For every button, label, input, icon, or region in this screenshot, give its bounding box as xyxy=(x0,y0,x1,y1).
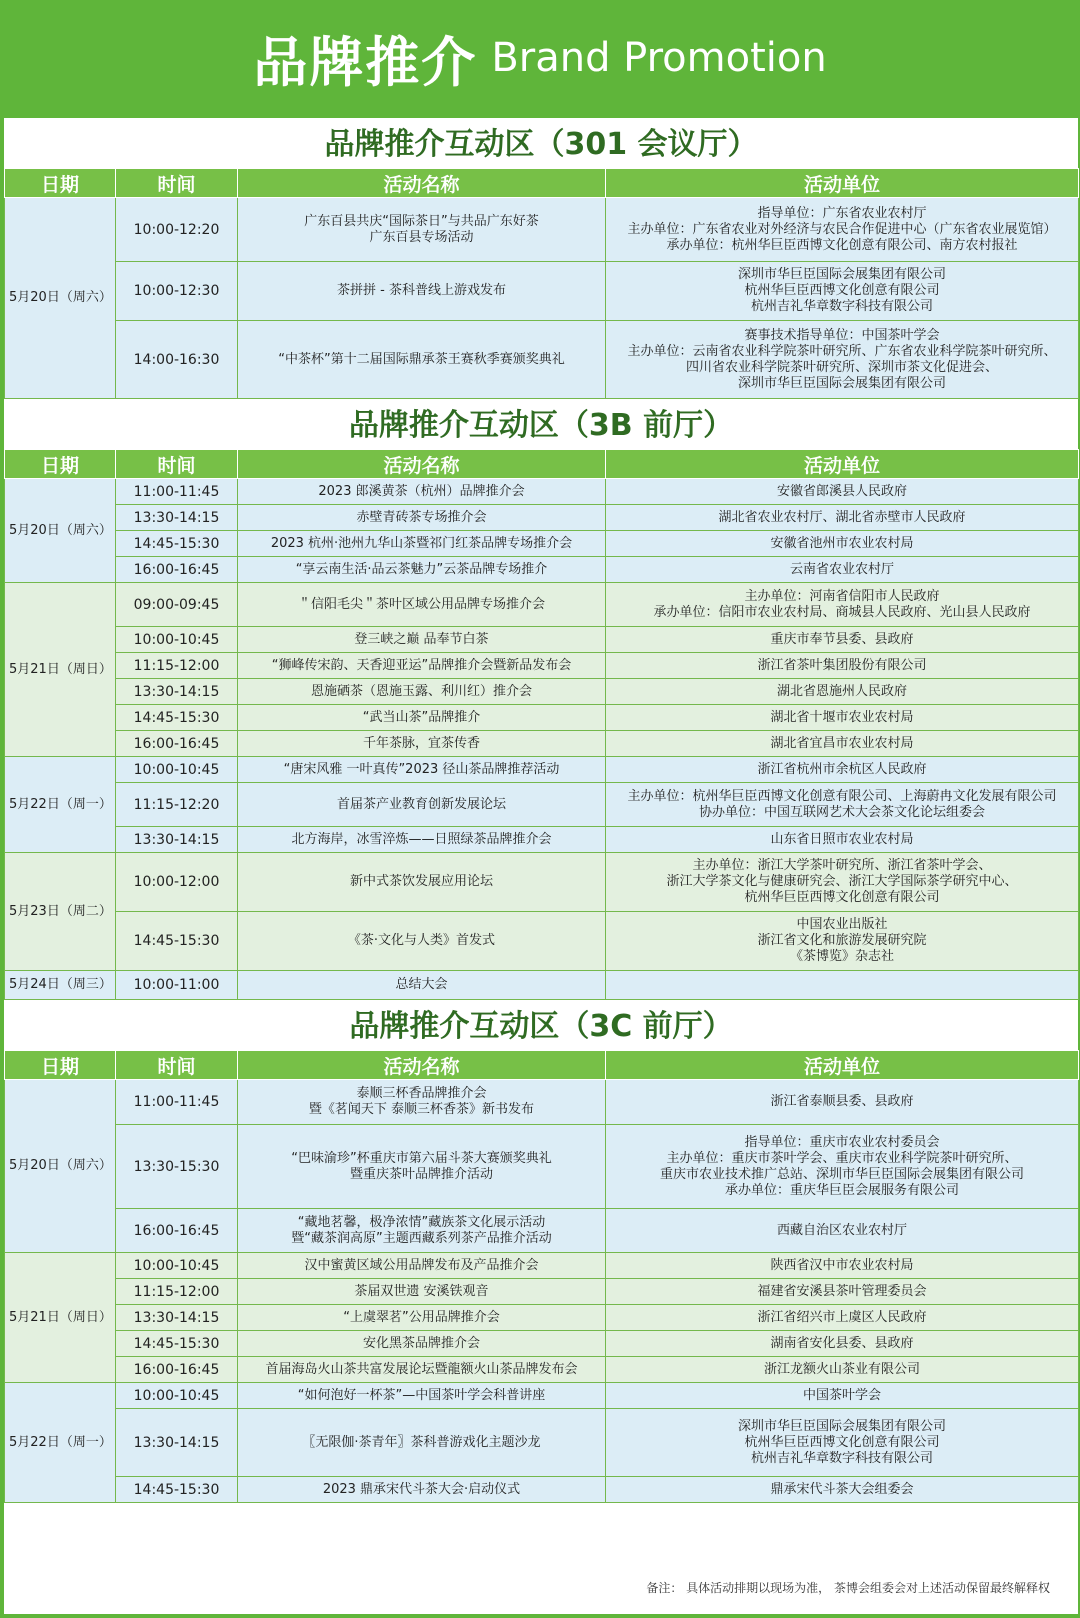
organizer-cell: 湖北省恩施州人民政府 xyxy=(606,679,1079,705)
activity-name-cell: 恩施硒茶（恩施玉露、利川红）推介会 xyxy=(238,679,606,705)
time-cell: 14:45-15:30 xyxy=(116,1477,238,1503)
table-row xyxy=(5,757,1079,783)
activity-name-cell: 首届茶产业教育创新发展论坛 xyxy=(238,783,606,827)
activity-name-cell: 新中式茶饮发展应用论坛 xyxy=(238,853,606,912)
time-cell: 14:00-16:30 xyxy=(116,321,238,399)
date-cell: 5月21日（周日） xyxy=(5,1253,116,1383)
organizer-cell: 湖北省宜昌市农业农村局 xyxy=(606,731,1079,757)
time-cell: 10:00-12:30 xyxy=(116,262,238,321)
organizer-cell: 主办单位：河南省信阳市人民政府 承办单位：信阳市农业农村局、商城县人民政府、光山县人民政府 xyxy=(606,583,1079,627)
table-row xyxy=(5,827,1079,853)
schedule-table xyxy=(4,168,1079,399)
schedule-table xyxy=(4,1050,1079,1503)
activity-name-cell: 泰顺三杯香品牌推介会 暨《茗闻天下 泰顺三杯香茶》新书发布 xyxy=(238,1080,606,1125)
activity-name-cell: 千年茶脉，宜茶传香 xyxy=(238,731,606,757)
activity-name-cell: 2023 郎溪黄茶（杭州）品牌推介会 xyxy=(238,479,606,505)
table-row xyxy=(5,1383,1079,1409)
time-cell: 13:30-14:15 xyxy=(116,1409,238,1477)
column-header: 时间 xyxy=(116,1051,238,1080)
table-row xyxy=(5,853,1079,912)
table-row xyxy=(5,653,1079,679)
table-row xyxy=(5,1305,1079,1331)
column-header: 活动名称 xyxy=(238,1051,606,1080)
organizer-cell: 福建省安溪县茶叶管理委员会 xyxy=(606,1279,1079,1305)
activity-name-cell: 首届海岛火山茶共富发展论坛暨龍额火山茶品牌发布会 xyxy=(238,1357,606,1383)
date-cell: 5月22日（周一） xyxy=(5,1383,116,1503)
activity-name-cell: 赤壁青砖茶专场推介会 xyxy=(238,505,606,531)
date-cell: 5月20日（周六） xyxy=(5,198,116,399)
organizer-cell: 深圳市华巨臣国际会展集团有限公司 杭州华巨臣西博文化创意有限公司 杭州吉礼华章数字科技有限公司 xyxy=(606,262,1079,321)
table-row xyxy=(5,583,1079,627)
organizer-cell: 浙江省绍兴市上虞区人民政府 xyxy=(606,1305,1079,1331)
section-title: 品牌推介互动区（3C 前厅） xyxy=(349,1009,733,1044)
table-row xyxy=(5,1080,1079,1125)
schedule-table xyxy=(4,449,1079,1000)
organizer-cell: 安徽省郎溪县人民政府 xyxy=(606,479,1079,505)
time-cell: 11:15-12:00 xyxy=(116,653,238,679)
table-row xyxy=(5,705,1079,731)
time-cell: 13:30-14:15 xyxy=(116,827,238,853)
activity-name-cell: 茶届双世遗 安溪铁观音 xyxy=(238,1279,606,1305)
organizer-cell: 湖北省十堰市农业农村局 xyxy=(606,705,1079,731)
table-row xyxy=(5,557,1079,583)
time-cell: 10:00-10:45 xyxy=(116,627,238,653)
table-row xyxy=(5,505,1079,531)
time-cell: 14:45-15:30 xyxy=(116,912,238,971)
time-cell: 13:30-15:30 xyxy=(116,1125,238,1209)
activity-name-cell: 广东百县共庆“国际茶日”与共品广东好茶 广东百县专场活动 xyxy=(238,198,606,262)
table-row xyxy=(5,783,1079,827)
footnote: 备注： 具体活动排期以现场为准， 茶博会组委会对上述活动保留最终解释权 xyxy=(646,1581,1050,1595)
activity-name-cell: 总结大会 xyxy=(238,971,606,1000)
table-row xyxy=(5,1209,1079,1253)
column-header: 日期 xyxy=(5,169,116,198)
title-cn: 品牌推介 xyxy=(253,30,478,94)
activity-name-cell: 安化黑茶品牌推介会 xyxy=(238,1331,606,1357)
column-header: 活动单位 xyxy=(606,169,1079,198)
table-row xyxy=(5,1477,1079,1503)
activity-name-cell: “中茶杯”第十二届国际鼎承茶王赛秋季赛颁奖典礼 xyxy=(238,321,606,399)
activity-name-cell: 汉中蜜黄区域公用品牌发布及产品推介会 xyxy=(238,1253,606,1279)
organizer-cell: 中国农业出版社 浙江省文化和旅游发展研究院 《茶博览》杂志社 xyxy=(606,912,1079,971)
activity-name-cell: 茶拼拼 - 茶科普线上游戏发布 xyxy=(238,262,606,321)
organizer-cell: 浙江省杭州市余杭区人民政府 xyxy=(606,757,1079,783)
table-row xyxy=(5,479,1079,505)
activity-name-cell: “唐宋风雅 一叶真传”2023 径山茶品牌推荐活动 xyxy=(238,757,606,783)
organizer-cell xyxy=(606,971,1079,1000)
time-cell: 11:00-11:45 xyxy=(116,479,238,505)
time-cell: 16:00-16:45 xyxy=(116,1209,238,1253)
table-header-row xyxy=(5,450,1079,479)
table-row xyxy=(5,198,1079,262)
time-cell: 13:30-14:15 xyxy=(116,679,238,705)
time-cell: 10:00-10:45 xyxy=(116,1383,238,1409)
activity-name-cell: “巴味渝珍”杯重庆市第六届斗茶大赛颁奖典礼 暨重庆茶叶品牌推介活动 xyxy=(238,1125,606,1209)
time-cell: 16:00-16:45 xyxy=(116,731,238,757)
organizer-cell: 湖北省农业农村厅、湖北省赤壁市人民政府 xyxy=(606,505,1079,531)
organizer-cell: 陕西省汉中市农业农村局 xyxy=(606,1253,1079,1279)
time-cell: 16:00-16:45 xyxy=(116,1357,238,1383)
activity-name-cell: 登三峡之巅 品奉节白茶 xyxy=(238,627,606,653)
column-header: 日期 xyxy=(5,450,116,479)
table-row xyxy=(5,971,1079,1000)
date-cell: 5月24日（周三） xyxy=(5,971,116,1000)
section-title: 品牌推介互动区（3B 前厅） xyxy=(348,408,734,443)
date-cell: 5月20日（周六） xyxy=(5,1080,116,1253)
activity-name-cell: 2023 杭州·池州九华山茶暨祁门红茶品牌专场推介会 xyxy=(238,531,606,557)
organizer-cell: 指导单位：重庆市农业农村委员会 主办单位：重庆市茶叶学会、重庆市农业科学院茶叶研究所、 重庆市农业技术推广总站、深圳市华巨臣国际会展集团有限公司 承办单位：重庆华巨臣会展服务有限公司 xyxy=(606,1125,1079,1209)
organizer-cell: 安徽省池州市农业农村局 xyxy=(606,531,1079,557)
activity-name-cell: 〖无限伽·茶青年〗茶科普游戏化主题沙龙 xyxy=(238,1409,606,1477)
date-cell: 5月21日（周日） xyxy=(5,583,116,757)
organizer-cell: 浙江龙额火山茶业有限公司 xyxy=(606,1357,1079,1383)
time-cell: 10:00-10:45 xyxy=(116,1253,238,1279)
organizer-cell: 浙江省泰顺县委、县政府 xyxy=(606,1080,1079,1125)
organizer-cell: 浙江省茶叶集团股份有限公司 xyxy=(606,653,1079,679)
organizer-cell: 山东省日照市农业农村局 xyxy=(606,827,1079,853)
time-cell: 10:00-11:00 xyxy=(116,971,238,1000)
activity-name-cell: “享云南生活·品云茶魅力”云茶品牌专场推介 xyxy=(238,557,606,583)
schedule-paper xyxy=(4,118,1078,1614)
activity-name-cell: 《茶·文化与人类》首发式 xyxy=(238,912,606,971)
time-cell: 11:00-11:45 xyxy=(116,1080,238,1125)
table-row xyxy=(5,1279,1079,1305)
table-row xyxy=(5,1331,1079,1357)
column-header: 时间 xyxy=(116,169,238,198)
organizer-cell: 主办单位：杭州华巨臣西博文化创意有限公司、上海蔚冉文化发展有限公司 协办单位：中国互联网艺术大会茶文化论坛组委会 xyxy=(606,783,1079,827)
table-row xyxy=(5,1253,1079,1279)
time-cell: 10:00-12:00 xyxy=(116,853,238,912)
organizer-cell: 鼎承宋代斗茶大会组委会 xyxy=(606,1477,1079,1503)
table-row xyxy=(5,679,1079,705)
section-title: 品牌推介互动区（301 会议厅） xyxy=(324,127,758,162)
organizer-cell: 云南省农业农村厅 xyxy=(606,557,1079,583)
organizer-cell: 湖南省安化县委、县政府 xyxy=(606,1331,1079,1357)
date-cell: 5月22日（周一） xyxy=(5,757,116,853)
organizer-cell: 主办单位：浙江大学茶叶研究所、浙江省茶叶学会、 浙江大学茶文化与健康研究会、浙江大学国际茶学研究中心、 杭州华巨臣西博文化创意有限公司 xyxy=(606,853,1079,912)
organizer-cell: 指导单位：广东省农业农村厅 主办单位：广东省农业对外经济与农民合作促进中心（广东省农业展览馆） 承办单位：杭州华巨臣西博文化创意有限公司、南方农村报社 xyxy=(606,198,1079,262)
activity-name-cell: “如何泡好一杯茶”—中国茶叶学会科普讲座 xyxy=(238,1383,606,1409)
organizer-cell: 重庆市奉节县委、县政府 xyxy=(606,627,1079,653)
activity-name-cell: “狮峰传宋韵、天香迎亚运”品牌推介会暨新品发布会 xyxy=(238,653,606,679)
table-header-row xyxy=(5,1051,1079,1080)
activity-name-cell: “藏地茗馨，极净浓情”藏族茶文化展示活动 暨“藏茶润高原”主题西藏系列茶产品推介活动 xyxy=(238,1209,606,1253)
table-header-row xyxy=(5,169,1079,198)
activity-name-cell: “上虞翠茗”公用品牌推介会 xyxy=(238,1305,606,1331)
activity-name-cell: 2023 鼎承宋代斗茶大会·启动仪式 xyxy=(238,1477,606,1503)
column-header: 活动名称 xyxy=(238,450,606,479)
table-row xyxy=(5,531,1079,557)
title-en: Brand Promotion xyxy=(491,35,827,81)
time-cell: 13:30-14:15 xyxy=(116,505,238,531)
table-row xyxy=(5,1125,1079,1209)
table-row xyxy=(5,912,1079,971)
time-cell: 14:45-15:30 xyxy=(116,1331,238,1357)
time-cell: 09:00-09:45 xyxy=(116,583,238,627)
column-header: 活动单位 xyxy=(606,1051,1079,1080)
time-cell: 11:15-12:00 xyxy=(116,1279,238,1305)
time-cell: 13:30-14:15 xyxy=(116,1305,238,1331)
organizer-cell: 西藏自治区农业农村厅 xyxy=(606,1209,1079,1253)
time-cell: 11:15-12:20 xyxy=(116,783,238,827)
organizer-cell: 中国茶叶学会 xyxy=(606,1383,1079,1409)
time-cell: 10:00-10:45 xyxy=(116,757,238,783)
table-row xyxy=(5,627,1079,653)
table-row xyxy=(5,262,1079,321)
column-header: 时间 xyxy=(116,450,238,479)
time-cell: 10:00-12:20 xyxy=(116,198,238,262)
activity-name-cell: 北方海岸，冰雪淬炼——日照绿茶品牌推介会 xyxy=(238,827,606,853)
page-header xyxy=(0,0,1080,116)
time-cell: 14:45-15:30 xyxy=(116,531,238,557)
activity-name-cell: “武当山茶”品牌推介 xyxy=(238,705,606,731)
table-row xyxy=(5,321,1079,399)
column-header: 日期 xyxy=(5,1051,116,1080)
time-cell: 16:00-16:45 xyxy=(116,557,238,583)
table-row xyxy=(5,731,1079,757)
date-cell: 5月23日（周二） xyxy=(5,853,116,971)
organizer-cell: 深圳市华巨臣国际会展集团有限公司 杭州华巨臣西博文化创意有限公司 杭州吉礼华章数字科技有限公司 xyxy=(606,1409,1079,1477)
time-cell: 14:45-15:30 xyxy=(116,705,238,731)
organizer-cell: 赛事技术指导单位：中国茶叶学会 主办单位：云南省农业科学院茶叶研究所、广东省农业科学院茶叶研究所、 四川省农业科学院茶叶研究所、深圳市茶文化促进会、 深圳市华巨臣国际会展集团有限公司 xyxy=(606,321,1079,399)
date-cell: 5月20日（周六） xyxy=(5,479,116,583)
table-row xyxy=(5,1409,1079,1477)
column-header: 活动单位 xyxy=(606,450,1079,479)
column-header: 活动名称 xyxy=(238,169,606,198)
table-row xyxy=(5,1357,1079,1383)
activity-name-cell: ＂信阳毛尖＂茶叶区域公用品牌专场推介会 xyxy=(238,583,606,627)
